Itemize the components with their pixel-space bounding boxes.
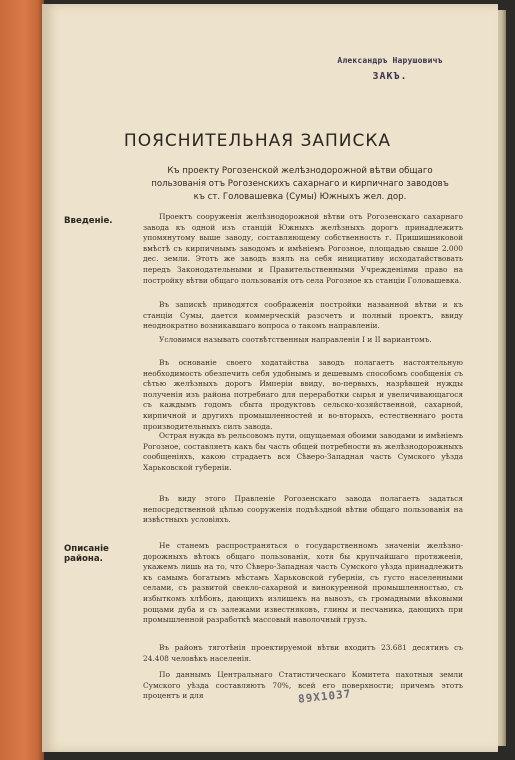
section-heading-introduction: Введеніе. — [64, 216, 113, 226]
document-title: ПОЯСНИТЕЛЬНАЯ ЗАПИСКА — [123, 131, 392, 151]
paragraph: Условимся называть соотвѣтственныя направленія I и II вариантомъ. — [159, 335, 432, 344]
paragraph: По даннымъ Центральнаго Статистическаго Комитета пахотныя земли Сумского уѣзда составляютъ 70%, всей его поверхности; причемъ этотъ процентъ и для — [143, 670, 463, 701]
paragraph: Острая нужда въ рельсовомъ пути, ощущаемая обоими заводами и имѣніемъ Рогозное, составляетъ какъ бы часть общей потребности въ желѣзнодорожныхъ сообщеніяхъ, какою страдаетъ вся Сѣверо-Западная часть Сумского уѣзда Харьковской губерніи. — [143, 431, 463, 472]
accession-number: 89X1037 — [297, 687, 352, 706]
paragraph: Въ виду этого Правленіе Рогозенскаго завода полагаетъ задаться непосредственной цѣлью сооруженія подъѣздной вѣтви общаго пользованія на извѣстныхъ условіяхъ. — [143, 494, 463, 525]
paragraph: Проектъ сооруженія желѣзнодорожной вѣтви отъ Рогозенскаго сахарнаго завода къ одной изъ станцій Южныхъ желѣзныхъ дорогъ принадлежитъ упомянутому выше заводу, составляющему собственность г. Пришишниковой вмѣстѣ съ кирпичнымъ заводомъ и имѣніемъ Рогозное, площадью свыше 2.000 дес. земли. Этотъ же заводъ взялъ на себя инициативу исходатайствовать передъ Законодательными и Правительственными Учрежденіями право на постройку вѣтви общаго пользованія отъ села Рогозное къ станціи Головашевка. — [143, 212, 463, 285]
section-heading-region: Описаніе района. — [64, 544, 109, 564]
owner-stamp — [330, 56, 450, 82]
stamp-name: Александръ Нарушовичъ — [337, 56, 443, 65]
stamp-order: ЗАКЪ. — [372, 71, 408, 82]
paragraph: Въ запискѣ приводятся соображенія постройки названной вѣтви и къ станціи Сумы, дается коммерческій разсчетъ и полный проектъ, ввиду неоднократно возникавшаго вопроса о такомъ направленіи. — [143, 300, 463, 331]
paragraph: Въ основаніе своего ходатайства заводъ полагаетъ настоятельную необходимость обезпечить себя удобнымъ и дешевымъ способомъ сообщенія съ сѣтью желѣзныхъ дорогъ Имперіи ввиду, во-первыхъ, назрѣвшей нужды полученія изъ района потребнаго для переработки сырья и увеличивающагося съ каждымъ годомъ сбыта продуктовъ сельско-хозяйственной, сахарной, кирпичной и другихъ промышленностей и во-вторыхъ, естественнаго роста производительныхъ силъ завода. — [143, 358, 463, 431]
document-subtitle: Къ проекту Рогозенской желѣзнодорожной вѣтви общаго пользованія отъ Рогозенскихъ сахарнаго и кирпичнаго заводовъ къ ст. Головашевка (Сумы) Южныхъ жел. дор. — [151, 166, 449, 202]
paragraph: Не станемъ распространяться о государственномъ значеніи желѣзно-дорожныхъ вѣтокъ общаго пользованія, хотя бы крупчайшаго протяженія, укажемъ лишь на то, что Сѣверо-Западная часть Сумского уѣзда принадлежитъ къ самымъ богатымъ мѣстамъ Харьковской губерніи, съ густо населенными селами, съ развитой свекло-сахарной и винокуренной промышленностью, съ избыткомъ хлѣбовъ, дающихъ излишекъ на вывозъ, съ громадными вѣковыми рощами дуба и съ залежами известняковъ, глины и песчаника, дающихъ при промышленной разработкѣ массовый наволочный грузъ. — [143, 541, 463, 625]
paragraph: Въ районъ тяготѣнія проектируемой вѣтви входитъ 23.681 десятинъ съ 24.408 человѣкъ населенія. — [143, 643, 463, 663]
book-binding — [0, 0, 44, 760]
